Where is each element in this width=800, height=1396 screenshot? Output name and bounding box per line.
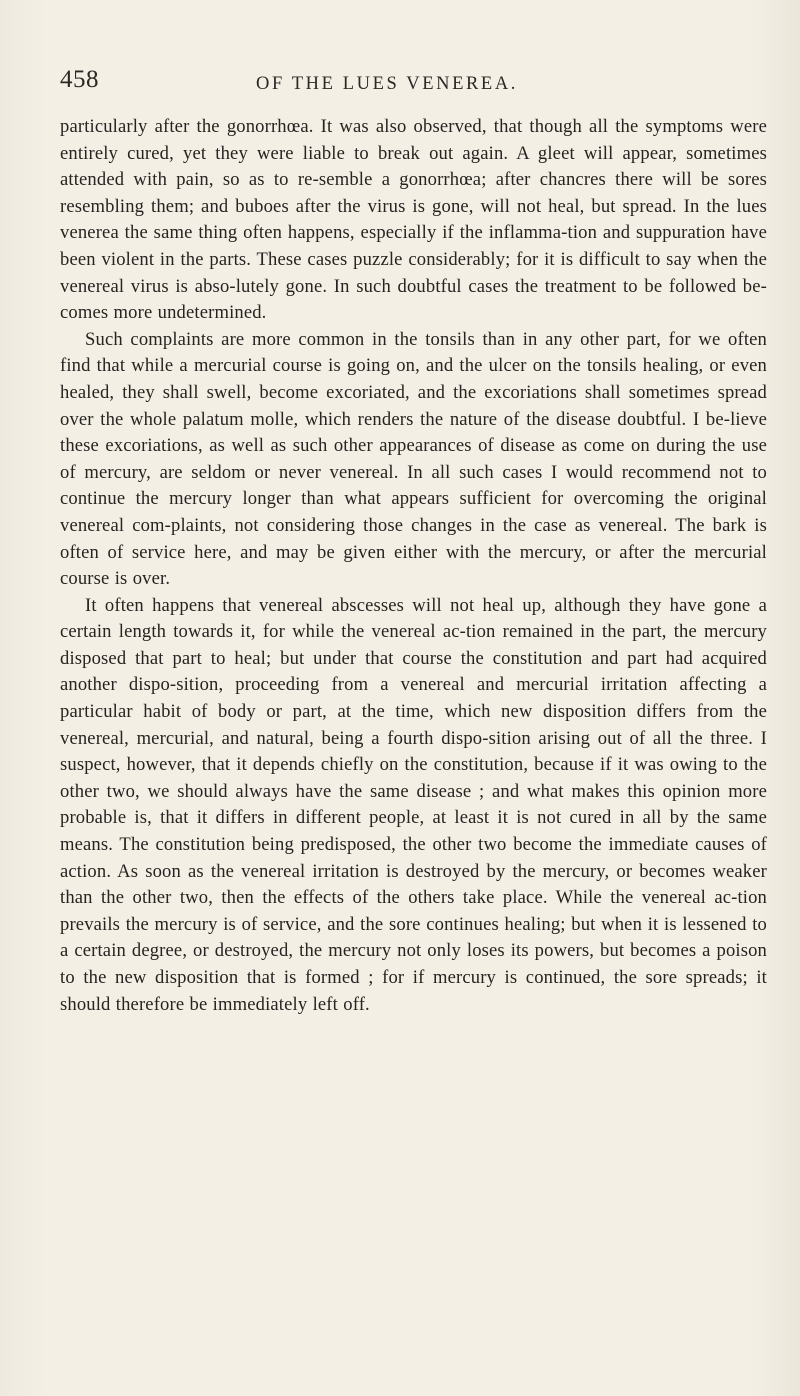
body-text <box>60 114 767 1018</box>
paragraph-2: Such complaints are more common in the tonsils than in any other part, for we often find that while a mercurial course is going on, and the ulcer on the tonsils healing, or even healed, they shall swell, become excoriated, and the excoriations shall sometimes spread over the whole palatum molle, which renders the nature of the disease doubtful. I be-lieve these excoriations, as well as such other appearances of disease as come on during the use of mercury, are seldom or never venereal. In all such cases I would recommend not to continue the mercury longer than what appears sufficient for overcoming the original venereal com-plaints, not considering those changes in the case as venereal. The bark is often of service here, and may be given either with the mercury, or after the mercurial course is over. <box>60 328 767 590</box>
page-header <box>60 66 760 106</box>
paragraph-3: It often happens that venereal abscesses will not heal up, although they have gone a certain length towards it, for while the venereal ac-tion remained in the part, the mercury disposed that part to heal; but under that course the constitution and part had acquired another dispo-sition, proceeding from a venereal and mercurial irritation affecting a particular habit of body or part, at the time, which new disposition differs from the venereal, mercurial, and natural, being a fourth dispo-sition arising out of all the three. I suspect, however, that it depends chiefly on the constitution, because if it was owing to the other two, we should always have the same disease ; and what makes this opinion more probable is, that it differs in different people, at least it is not cured in all by the same means. The constitution being predisposed, the other two become the immediate causes of action. As soon as the venereal irritation is destroyed by the mercury, or becomes weaker than the other two, then the effects of the others take place. While the venereal ac-tion prevails the mercury is of service, and the sore continues healing; but when it is lessened to a certain degree, or destroyed, the mercury not only loses its powers, but becomes a poison to the new disposition that is formed ; for if mercury is continued, the sore spreads; it should therefore be immediately left off. <box>60 594 767 1015</box>
paragraph-1: particularly after the gonorrhœa. It was also observed, that though all the symptoms were entirely cured, yet they were liable to break out again. A gleet will appear, sometimes attended with pain, so as to re-semble a gonorrhœa; after chancres there will be sores resembling them; and buboes after the virus is gone, will not heal, but spread. In the lues venerea the same thing often happens, especially if the inflamma-tion and suppuration have been violent in the parts. These cases puzzle considerably; for it is difficult to say when the venereal virus is abso-lutely gone. In such doubtful cases the treatment to be followed be-comes more undetermined. <box>60 116 767 324</box>
running-head: OF THE LUES VENEREA. <box>256 74 519 94</box>
page-number: 458 <box>60 66 99 93</box>
